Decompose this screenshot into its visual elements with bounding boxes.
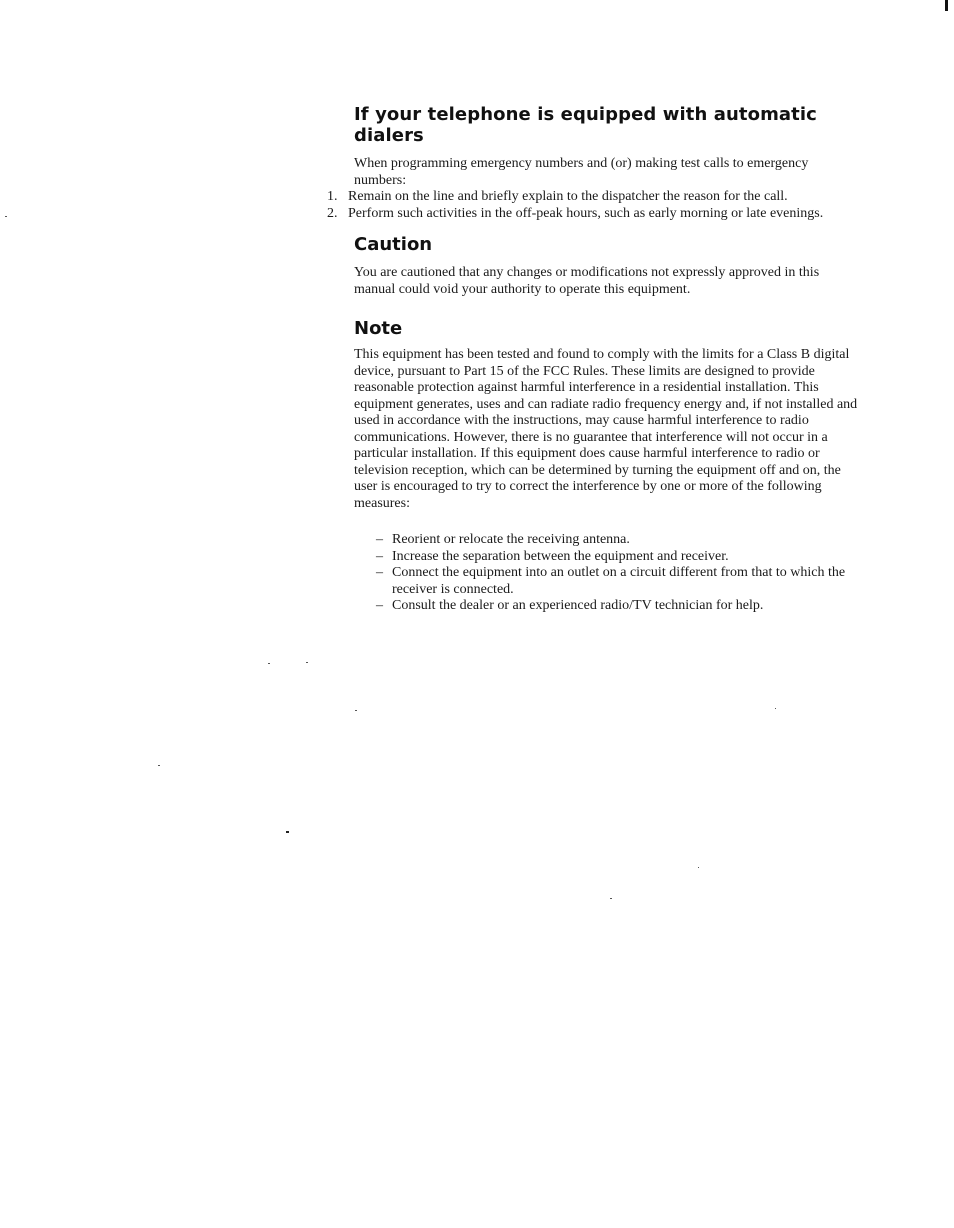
caution-heading: Caution: [354, 234, 433, 255]
measure-text: Reorient or relocate the receiving antenna.: [392, 532, 630, 547]
dialers-heading: If your telephone is equipped with automatic dialers: [354, 104, 817, 146]
dash-bullet: –: [376, 532, 383, 547]
scan-speck: [698, 867, 699, 868]
dash-bullet: –: [376, 565, 383, 580]
margin-mark: [945, 0, 948, 11]
measure-item: [354, 532, 859, 549]
step-number: 2.: [327, 205, 338, 221]
note-text: This equipment has been tested and found to comply with the limits for a Class B digital device, pursuant to Part 15 of the FCC Rules. These limits are designed to provide reasonable protection against harmful interference in a residential installation. This equipment generates, uses and can radiate radio frequency energy and, if not installed and used in accordance with the instructions, may cause harmful interference to radio communications. However, there is no guarantee that interference will not occur in a particular installation. If this equipment does cause harmful interference to radio or television reception, which can be determined by turning the equipment off and on, the user is encouraged to try to correct the interference by one or more of the following measures:: [354, 347, 858, 511]
step-text: Remain on the line and briefly explain to the dispatcher the reason for the call.: [348, 189, 788, 204]
step-text: Perform such activities in the off-peak hours, such as early morning or late evenings.: [348, 205, 824, 221]
scan-speck: [306, 662, 308, 663]
measure-text: Consult the dealer or an experienced radio/TV technician for help.: [392, 598, 764, 613]
dialers-step-2: [327, 206, 859, 223]
note-heading: Note: [354, 318, 403, 339]
dash-bullet: –: [376, 548, 383, 564]
scan-speck: [5, 216, 7, 217]
measure-item: [354, 565, 859, 598]
scan-speck: [286, 831, 289, 833]
scan-speck: [610, 898, 612, 899]
measure-item: [354, 549, 859, 566]
scan-speck: [775, 708, 776, 709]
scan-speck: [268, 663, 270, 664]
dialers-steps: [327, 189, 859, 222]
step-number: 1.: [327, 189, 338, 204]
measure-text: Connect the equipment into an outlet on a circuit different from that to which the receiver is connected.: [392, 565, 846, 597]
scan-speck: [355, 710, 357, 711]
dialers-step-1: [327, 189, 859, 206]
measure-text: Increase the separation between the equipment and receiver.: [392, 548, 729, 564]
measure-item: [354, 598, 859, 615]
measures-list: [354, 532, 859, 615]
caution-text: You are cautioned that any changes or modifications not expressly approved in this manual could void your authority to operate this equipment.: [354, 265, 820, 297]
dialers-intro: When programming emergency numbers and (or) making test calls to emergency numbers:: [354, 156, 809, 188]
dash-bullet: –: [376, 598, 383, 613]
page-content: [327, 104, 859, 615]
scan-speck: [158, 765, 160, 766]
